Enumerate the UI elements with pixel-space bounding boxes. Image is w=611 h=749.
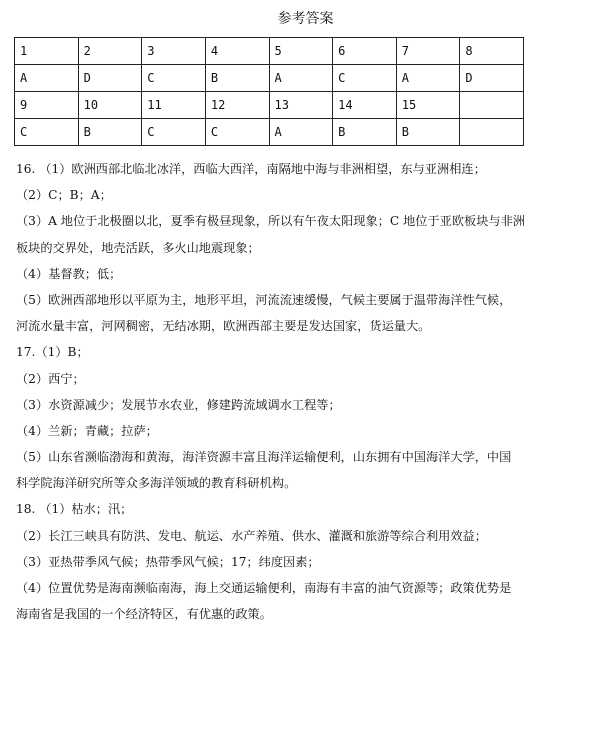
answer-line: 16. （1）欧洲西部北临北冰洋，西临大西洋，南隔地中海与非洲相望，东与亚洲相连； — [16, 162, 486, 176]
answer-line: 板块的交界处，地壳活跃，多火山地震现象； — [16, 240, 260, 255]
table-cell: 11 — [142, 92, 206, 119]
table-cell — [460, 92, 524, 119]
table-cell: B — [396, 119, 460, 146]
answer-line: （5）山东省濒临渤海和黄海，海洋资源丰富且海洋运输便利，山东拥有中国海洋大学，中国 — [16, 450, 512, 465]
table-cell: 9 — [15, 92, 79, 119]
table-cell: 3 — [142, 38, 206, 65]
table-row — [15, 119, 524, 146]
table-cell: 13 — [269, 92, 333, 119]
answer-explanations — [16, 156, 606, 627]
answer-line: （4）位置优势是海南濒临南海，海上交通运输便利，南海有丰富的油气资源等；政策优势是 — [16, 581, 512, 595]
table-cell: B — [333, 119, 397, 146]
answer-line: （2）C；B；A； — [16, 188, 112, 203]
table-cell: C — [333, 65, 397, 92]
answer-table-body — [15, 38, 524, 146]
answer-line: （4）基督教；低； — [16, 266, 122, 281]
table-cell: 14 — [333, 92, 397, 119]
page-title: 参考答案 — [277, 11, 334, 27]
table-cell: C — [142, 65, 206, 92]
table-cell: A — [269, 119, 333, 146]
answer-line: 海南省是我国的一个经济特区，有优惠的政策。 — [16, 607, 272, 622]
table-cell: A — [269, 65, 333, 92]
table-cell: B — [78, 119, 142, 146]
answer-line: （3）A 地位于北极圈以北，夏季有极昼现象，所以有午夜太阳现象；C 地位于亚欧板块与非洲 — [16, 214, 525, 229]
answer-line: 17.（1）B； — [16, 345, 89, 360]
table-cell: C — [142, 119, 206, 146]
table-cell: 12 — [205, 92, 269, 119]
table-cell: C — [15, 119, 79, 146]
answer-line: （3）亚热带季风气候；热带季风气候；17；纬度因素； — [16, 554, 320, 569]
table-cell: A — [396, 65, 460, 92]
table-cell: D — [78, 65, 142, 92]
table-cell: D — [460, 65, 524, 92]
answer-line: （2）长江三峡具有防洪、发电、航运、水产养殖、供水、灌溉和旅游等综合利用效益； — [16, 528, 487, 543]
answer-table — [14, 37, 524, 146]
table-cell: B — [205, 65, 269, 92]
table-cell: C — [205, 119, 269, 146]
table-cell: 2 — [78, 38, 142, 65]
table-row — [15, 65, 524, 92]
table-cell: 7 — [396, 38, 460, 65]
answer-line: （2）西宁； — [16, 371, 85, 386]
answer-line: （4）兰新；青藏；拉萨； — [16, 423, 158, 438]
answer-line: 科学院海洋研究所等众多海洋领域的教育科研机构。 — [16, 476, 297, 491]
table-cell: 15 — [396, 92, 460, 119]
table-cell — [460, 119, 524, 146]
table-cell: 4 — [205, 38, 269, 65]
table-cell: 5 — [269, 38, 333, 65]
answer-line: （3）水资源减少；发展节水农业，修建跨流域调水工程等； — [16, 397, 341, 412]
table-cell: 1 — [15, 38, 79, 65]
table-cell: 10 — [78, 92, 142, 119]
table-cell: 6 — [333, 38, 397, 65]
answer-line: 18. （1）枯水；汛； — [16, 502, 133, 517]
answer-line: （5）欧洲西部地形以平原为主，地形平坦，河流流速缓慢，气候主要属于温带海洋性气候， — [16, 292, 512, 307]
table-cell: A — [15, 65, 79, 92]
answer-line: 河流水量丰富，河网稠密，无结冰期，欧洲西部主要是发达国家，货运量大。 — [16, 319, 431, 334]
table-row — [15, 92, 524, 119]
table-cell: 8 — [460, 38, 524, 65]
table-row — [15, 38, 524, 65]
